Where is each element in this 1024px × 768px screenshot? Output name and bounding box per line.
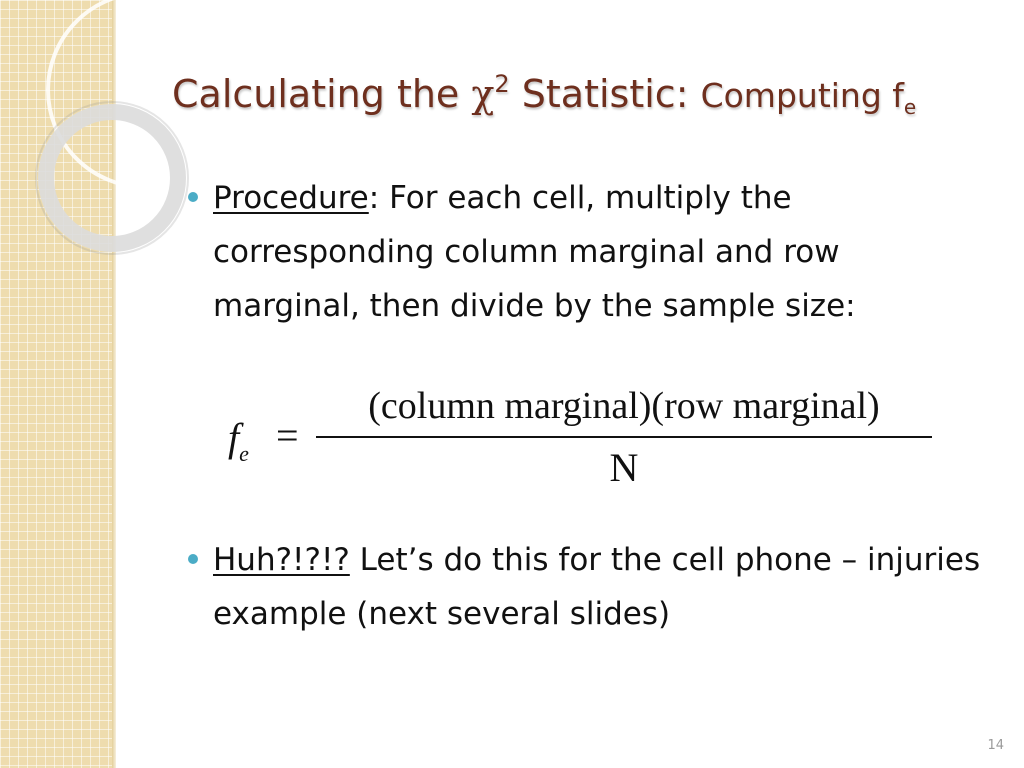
title-subscript: e (903, 95, 917, 119)
fraction-bar (316, 436, 932, 438)
title-main: Calculating the (172, 72, 472, 116)
formula-f: f (228, 415, 240, 460)
chi-symbol: χ (471, 72, 495, 116)
formula-denominator: N (609, 445, 639, 490)
bullet-underlined-term: Huh?!?!? (213, 542, 350, 578)
formula-lhs (228, 414, 249, 467)
bullet-dot (188, 554, 198, 564)
title-superscript: 2 (494, 70, 510, 98)
decorative-ring-small (46, 112, 178, 244)
bullet-text (213, 171, 983, 333)
title-computing: Computing f (700, 76, 904, 115)
formula-equals: = (276, 413, 299, 458)
formula-numerator: (column marginal)(row marginal) (368, 385, 880, 427)
decorative-ring-small-shadow (36, 102, 188, 254)
bullet-body: : For each cell, multiply the corresponding column marginal and row marginal, then divide by the sample size: (213, 180, 856, 324)
bullet-text (213, 533, 983, 641)
formula-subscript-e: e (239, 441, 249, 466)
expected-frequency-formula (228, 384, 948, 494)
slide-title (172, 70, 1012, 119)
page-number: 14 (987, 738, 1004, 753)
title-middle: Statistic: (509, 72, 701, 116)
bullet-body: Let’s do this for the cell phone – injuries example (next several slides) (213, 542, 981, 632)
bullet-underlined-term: Procedure (213, 180, 369, 216)
bullet-dot (188, 192, 198, 202)
